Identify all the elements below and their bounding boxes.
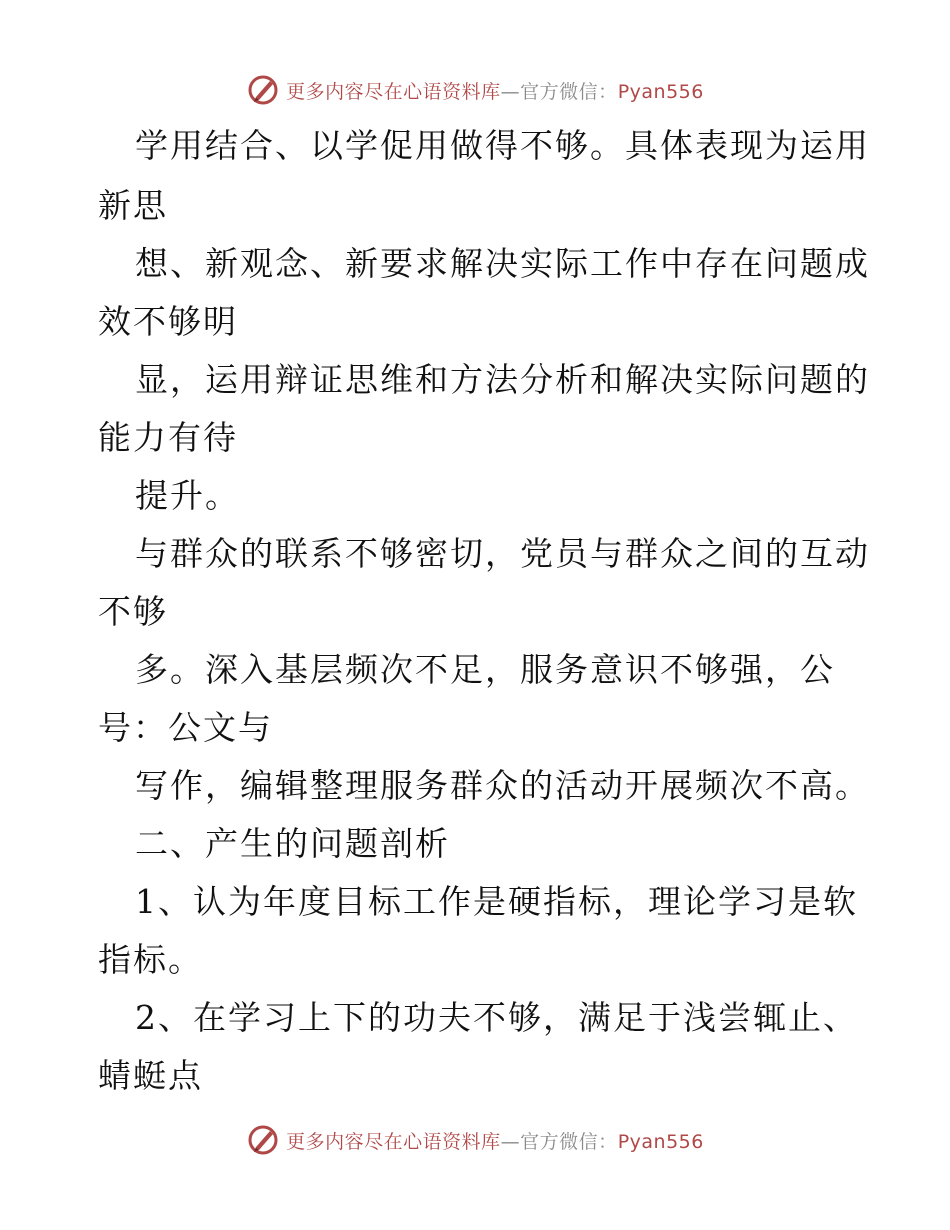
body-line: 能力有待 <box>98 418 238 457</box>
body-line: 提升。 <box>135 476 240 515</box>
body-line: 与群众的联系不够密切，党员与群众之间的互动 <box>135 534 870 573</box>
body-line: 不够 <box>98 592 168 631</box>
body-line: 显，运用辩证思维和方法分析和解决实际问题的 <box>135 360 870 399</box>
banner-wechat-label: 官方微信： <box>520 80 618 103</box>
header-banner <box>0 68 950 112</box>
banner-separator: — <box>500 1130 521 1153</box>
body-line: 号：公文与 <box>98 708 273 747</box>
pen-logo-icon <box>246 1123 280 1157</box>
body-line: 新思 <box>98 186 168 225</box>
body-line: 蜻蜓点 <box>98 1056 203 1095</box>
banner-text <box>286 1127 704 1154</box>
body-line: 写作，编辑整理服务群众的活动开展频次不高。 <box>135 766 870 805</box>
banner-main-text: 更多内容尽在心语资料库 <box>286 80 501 103</box>
footer-banner <box>0 1118 950 1162</box>
body-line: 多。深入基层频次不足，服务意识不够强，公 <box>135 650 835 689</box>
body-line: 想、新观念、新要求解决实际工作中存在问题成 <box>135 244 870 283</box>
pen-logo-icon <box>246 73 280 107</box>
banner-main-text: 更多内容尽在心语资料库 <box>286 1130 501 1153</box>
body-line: 2、在学习上下的功夫不够，满足于浅尝辄止、 <box>135 998 858 1037</box>
body-line: 指标。 <box>98 940 203 979</box>
banner-separator: — <box>500 80 521 103</box>
banner-text <box>286 77 704 104</box>
banner-wechat-id: Pyan556 <box>617 80 704 103</box>
body-line: 效不够明 <box>98 302 238 341</box>
body-line: 1、认为年度目标工作是硬指标，理论学习是软 <box>135 882 858 921</box>
section-heading: 二、产生的问题剖析 <box>135 824 450 863</box>
banner-wechat-label: 官方微信： <box>520 1130 618 1153</box>
body-line: 学用结合、以学促用做得不够。具体表现为运用 <box>135 126 870 165</box>
banner-wechat-id: Pyan556 <box>617 1130 704 1153</box>
